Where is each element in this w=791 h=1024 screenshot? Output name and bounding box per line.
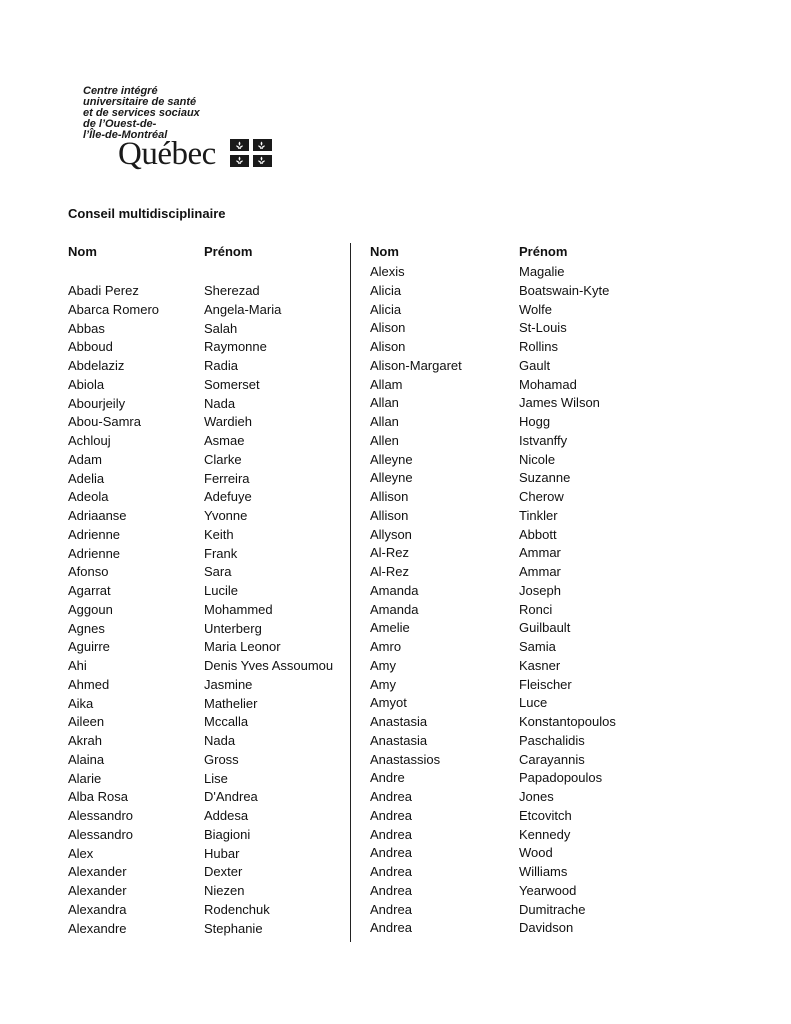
- last-name-cell: Ahmed: [68, 676, 110, 692]
- last-name-cell: Allison: [370, 507, 409, 523]
- first-name-cell: Angela-Maria: [204, 301, 282, 317]
- left-prenom-header: Prénom: [204, 244, 253, 259]
- last-name-cell: Andre: [370, 770, 405, 786]
- first-name-cell: Ammar: [519, 545, 561, 561]
- right-prenom-header: Prénom: [519, 244, 568, 259]
- first-name-cell: Stephanie: [204, 920, 263, 936]
- first-name-cell: Somerset: [204, 376, 260, 392]
- first-name-cell: Denis Yves Assoumou: [204, 658, 334, 673]
- last-name-cell: Andrea: [370, 845, 412, 861]
- first-name-cell: Wardieh: [204, 414, 252, 430]
- first-name-cell: Rollins: [519, 339, 559, 354]
- last-name-cell: Aggoun: [68, 601, 113, 617]
- first-name-cell: Jasmine: [204, 676, 253, 692]
- first-name-cell: Ammar: [519, 564, 561, 579]
- first-name-cell: Mccalla: [204, 714, 249, 730]
- first-name-cell: Tinkler: [519, 507, 558, 523]
- last-name-cell: Alexandra: [68, 901, 127, 917]
- last-name-cell: Andrea: [370, 807, 412, 823]
- first-name-cell: Kennedy: [519, 826, 571, 842]
- first-name-cell: Davidson: [519, 920, 574, 936]
- last-name-cell: Amro: [370, 639, 402, 654]
- last-name-cell: Alba Rosa: [68, 789, 128, 805]
- last-name-cell: Abbas: [68, 320, 105, 336]
- first-name-cell: Dumitrache: [519, 901, 586, 917]
- last-name-cell: Agarrat: [68, 583, 111, 598]
- last-name-cell: Andrea: [370, 864, 412, 879]
- first-name-cell: Biagioni: [204, 826, 251, 842]
- first-name-cell: Kasner: [519, 657, 561, 673]
- last-name-cell: Achlouj: [68, 433, 111, 448]
- first-name-cell: Papadopoulos: [519, 770, 603, 786]
- first-name-cell: Mathelier: [204, 695, 258, 711]
- last-name-cell: Abiola: [68, 376, 105, 392]
- last-name-cell: Anastasia: [370, 714, 428, 729]
- first-name-cell: Fleischer: [519, 676, 572, 692]
- first-name-cell: Guilbault: [519, 620, 571, 636]
- last-name-cell: Allam: [370, 376, 403, 392]
- last-name-cell: Aguirre: [68, 639, 110, 655]
- first-name-cell: Clarke: [204, 451, 242, 467]
- first-name-cell: Williams: [519, 864, 568, 879]
- last-name-cell: Alarie: [68, 770, 102, 786]
- last-name-cell: Amanda: [370, 601, 419, 617]
- first-name-cell: Suzanne: [519, 470, 571, 486]
- first-name-cell: Dexter: [204, 864, 243, 880]
- first-name-cell: St-Louis: [519, 320, 567, 336]
- last-name-cell: Allan: [370, 395, 399, 411]
- last-name-cell: Adam: [68, 451, 102, 467]
- last-name-cell: Alexander: [68, 864, 127, 880]
- last-name-cell: Andrea: [370, 789, 412, 804]
- first-name-cell: Keith: [204, 526, 234, 542]
- last-name-cell: Alexandre: [68, 920, 127, 936]
- first-name-cell: Wood: [519, 845, 553, 861]
- first-name-cell: Sara: [204, 564, 232, 580]
- organization-name-line: l’Île-de-Montréal: [83, 129, 168, 141]
- last-name-cell: Adeola: [68, 489, 109, 505]
- last-name-cell: Alaina: [68, 751, 105, 767]
- first-name-cell: Radia: [204, 358, 238, 373]
- first-name-cell: Niezen: [204, 883, 245, 898]
- last-name-cell: Andrea: [370, 920, 412, 936]
- first-name-cell: Istvanffy: [519, 432, 568, 448]
- first-name-cell: Maria Leonor: [204, 639, 281, 655]
- first-name-cell: Ferreira: [204, 470, 250, 486]
- first-name-cell: Mohamad: [519, 376, 577, 392]
- first-name-cell: D'Andrea: [204, 789, 258, 805]
- first-name-cell: Etcovitch: [519, 807, 572, 823]
- last-name-cell: Allen: [370, 432, 399, 448]
- last-name-cell: Abboud: [68, 339, 113, 355]
- last-name-cell: Alison: [370, 320, 406, 336]
- first-name-cell: Frank: [204, 545, 238, 561]
- last-name-cell: Al-Rez: [370, 564, 410, 579]
- organization-name-line: et de services sociaux: [83, 107, 200, 119]
- last-name-cell: Allyson: [370, 526, 412, 542]
- last-name-cell: Andrea: [370, 826, 412, 842]
- last-name-cell: Abadi Perez: [68, 283, 139, 298]
- last-name-cell: Andrea: [370, 901, 412, 917]
- last-name-cell: Allan: [370, 414, 399, 429]
- first-name-cell: Abbott: [519, 526, 557, 542]
- last-name-cell: Agnes: [68, 620, 105, 636]
- last-name-cell: Aileen: [68, 714, 105, 730]
- right-nom-header: Nom: [370, 244, 399, 259]
- organization-name: [83, 86, 200, 141]
- first-name-cell: Luce: [519, 695, 548, 711]
- organization-name-line: de l’Ouest-de-: [83, 118, 157, 130]
- last-name-cell: Amy: [370, 657, 396, 673]
- first-name-cell: Lucile: [204, 583, 238, 598]
- last-name-cell: Alessandro: [68, 808, 134, 823]
- first-name-cell: Hogg: [519, 414, 551, 429]
- first-name-cell: Carayannis: [519, 751, 585, 767]
- last-name-cell: Akrah: [68, 733, 102, 748]
- last-name-cell: Alleyne: [370, 451, 413, 467]
- first-name-cell: Raymonne: [204, 339, 267, 355]
- last-name-cell: Alison: [370, 339, 406, 354]
- last-name-cell: Anastassios: [370, 751, 441, 767]
- last-name-cell: Abarca Romero: [68, 301, 160, 317]
- quebec-flag-icon: [230, 139, 272, 167]
- organization-name-line: universitaire de santé: [83, 96, 197, 108]
- first-name-cell: Lise: [204, 770, 228, 786]
- first-name-cell: James Wilson: [519, 395, 600, 411]
- last-name-cell: Amelie: [370, 620, 410, 636]
- last-name-cell: Al-Rez: [370, 545, 410, 561]
- first-name-cell: Yearwood: [519, 882, 577, 898]
- last-name-cell: Alicia: [370, 282, 402, 298]
- last-name-cell: Alicia: [370, 301, 402, 317]
- last-name-cell: Alessandro: [68, 826, 134, 842]
- last-name-cell: Adriaanse: [68, 508, 127, 523]
- organization-name-line: Centre intégré: [83, 85, 158, 97]
- first-name-cell: Nicole: [519, 451, 556, 467]
- first-name-cell: Paschalidis: [519, 732, 585, 748]
- last-name-cell: Abou-Samra: [68, 414, 141, 430]
- section-title: Conseil multidisciplinaire: [68, 206, 226, 221]
- first-name-cell: Adefuye: [204, 489, 252, 505]
- last-name-cell: Adelia: [68, 470, 105, 486]
- first-name-cell: Hubar: [204, 845, 240, 861]
- first-name-cell: Gross: [204, 751, 239, 767]
- first-name-cell: Yvonne: [204, 508, 248, 523]
- first-name-cell: Nada: [204, 733, 236, 748]
- first-name-cell: Jones: [519, 789, 554, 804]
- last-name-cell: Adrienne: [68, 545, 121, 561]
- last-name-cell: Alleyne: [370, 470, 413, 486]
- last-name-cell: Aika: [68, 695, 94, 711]
- last-name-cell: Alexander: [68, 883, 127, 898]
- first-name-cell: Salah: [204, 320, 238, 336]
- first-name-cell: Rodenchuk: [204, 901, 270, 917]
- last-name-cell: Amanda: [370, 582, 419, 598]
- first-name-cell: Samia: [519, 639, 556, 654]
- last-name-cell: Allison: [370, 489, 409, 504]
- first-name-cell: Boatswain-Kyte: [519, 282, 610, 298]
- last-name-cell: Abdelaziz: [68, 358, 125, 373]
- last-name-cell: Andrea: [370, 882, 412, 898]
- last-name-cell: Amy: [370, 676, 396, 692]
- first-name-cell: Addesa: [204, 808, 249, 823]
- last-name-cell: Alison-Margaret: [370, 357, 462, 373]
- column-divider: [350, 243, 351, 942]
- first-name-cell: Nada: [204, 395, 236, 411]
- first-name-cell: Sherezad: [204, 283, 260, 298]
- first-name-cell: Magalie: [519, 264, 565, 279]
- left-nom-header: Nom: [68, 244, 97, 259]
- first-name-cell: Mohammed: [204, 601, 273, 617]
- first-name-cell: Ronci: [519, 601, 553, 617]
- first-name-cell: Joseph: [519, 582, 561, 598]
- last-name-cell: Abourjeily: [68, 395, 126, 411]
- last-name-cell: Adrienne: [68, 526, 121, 542]
- first-name-cell: Asmae: [204, 433, 245, 448]
- last-name-cell: Ahi: [68, 658, 87, 673]
- first-name-cell: Wolfe: [519, 301, 552, 317]
- quebec-wordmark: Québec: [118, 136, 216, 172]
- first-name-cell: Cherow: [519, 489, 564, 504]
- last-name-cell: Afonso: [68, 564, 109, 580]
- last-name-cell: Amyot: [370, 695, 407, 711]
- last-name-cell: Alexis: [370, 264, 405, 279]
- first-name-cell: Unterberg: [204, 620, 262, 636]
- first-name-cell: Gault: [519, 357, 551, 373]
- last-name-cell: Anastasia: [370, 732, 428, 748]
- last-name-cell: Alex: [68, 845, 94, 861]
- first-name-cell: Konstantopoulos: [519, 714, 616, 729]
